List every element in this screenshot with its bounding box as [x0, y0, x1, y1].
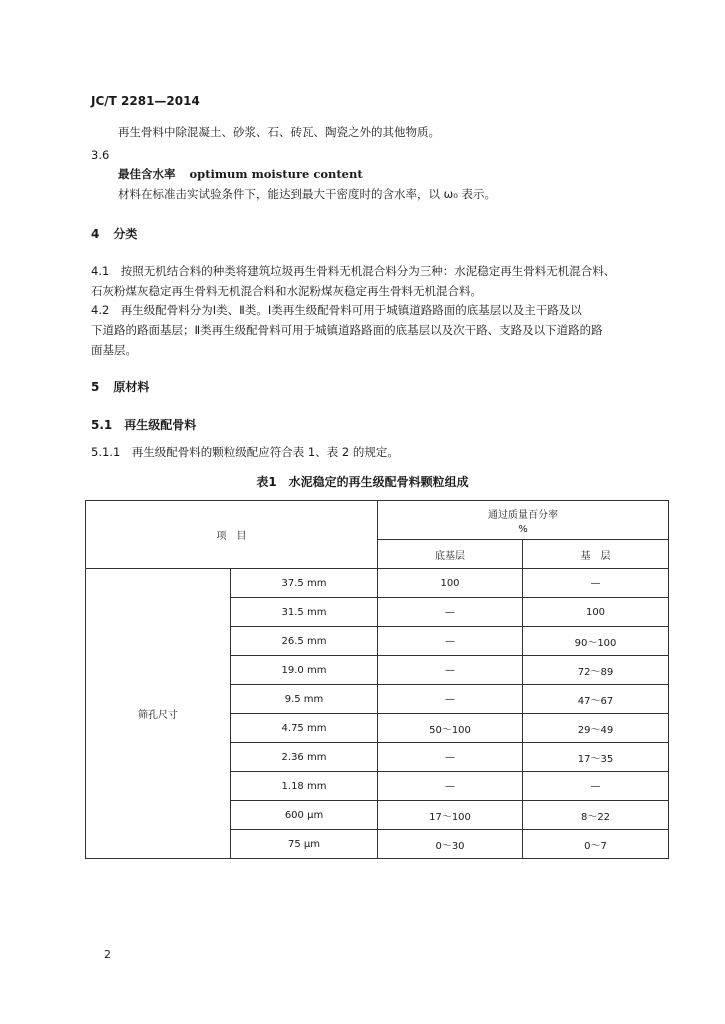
base-value: — — [523, 569, 669, 598]
base-value: 90～100 — [523, 627, 669, 656]
page-number: 2 — [104, 948, 111, 961]
subbase-value: 100 — [378, 569, 523, 598]
sieve-size: 600 μm — [231, 801, 378, 830]
table-header-row — [86, 501, 669, 540]
section-5-number: 5 — [91, 380, 100, 394]
term-title-en: optimum moisture content — [189, 167, 363, 181]
term-definition: 材料在标准击实试验条件下，能达到最大干密度时的含水率，以 ω₀ 表示。 — [118, 187, 497, 201]
term-number: 3.6 — [91, 148, 110, 162]
clause-4-2-line-1: 4.2 再生级配骨料分为Ⅰ类、Ⅱ类。Ⅰ类再生级配骨料可用于城镇道路路面的底基层以及主干路及以 — [91, 303, 582, 317]
subbase-value: 0～30 — [378, 830, 523, 859]
subbase-value: — — [378, 656, 523, 685]
sieve-size: 4.75 mm — [231, 714, 378, 743]
table-caption — [0, 473, 725, 490]
term-title-zh: 最佳含水率 — [118, 167, 176, 181]
clause-5-1-1: 5.1.1 再生级配骨料的颗粒级配应符合表 1、表 2 的规定。 — [91, 445, 399, 459]
table-row — [86, 569, 669, 598]
header-base: 基 层 — [523, 540, 669, 569]
subbase-value: — — [378, 772, 523, 801]
section-5-heading — [91, 378, 149, 395]
section-4-title: 分类 — [113, 227, 138, 241]
base-value: 0～7 — [523, 830, 669, 859]
sieve-size: 19.0 mm — [231, 656, 378, 685]
table-caption-title: 水泥稳定的再生级配骨料颗粒组成 — [288, 475, 469, 489]
sieve-size: 31.5 mm — [231, 598, 378, 627]
base-value: 17～35 — [523, 743, 669, 772]
clause-4-1-line-2: 石灰粉煤灰稳定再生骨料无机混合料和水泥粉煤灰稳定再生骨料无机混合料。 — [91, 284, 482, 298]
header-passing-label: 通过质量百分率 — [488, 509, 558, 521]
header-subbase: 底基层 — [378, 540, 523, 569]
subbase-value: — — [378, 685, 523, 714]
subsection-5-1: 5.1 再生级配骨料 — [91, 418, 197, 432]
clause-4-1-line-1: 4.1 按照无机结合料的种类将建筑垃圾再生骨料无机混合料分为三种：水泥稳定再生骨料无机混合料、 — [91, 264, 616, 278]
header-percent-unit: % — [518, 523, 528, 535]
sieve-size: 26.5 mm — [231, 627, 378, 656]
standard-code-header: JC/T 2281—2014 — [91, 94, 200, 108]
section-4-heading — [91, 225, 137, 242]
grading-table — [85, 500, 669, 859]
sieve-size: 1.18 mm — [231, 772, 378, 801]
subbase-value: 50～100 — [378, 714, 523, 743]
subbase-value: — — [378, 598, 523, 627]
base-value: 72～89 — [523, 656, 669, 685]
base-value: 8～22 — [523, 801, 669, 830]
base-value: 100 — [523, 598, 669, 627]
clause-4-2-line-3: 面基层。 — [91, 343, 137, 357]
paragraph-other-materials: 再生骨料中除混凝土、砂浆、石、砖瓦、陶瓷之外的其他物质。 — [118, 125, 440, 139]
subbase-value: — — [378, 743, 523, 772]
subbase-value: 17～100 — [378, 801, 523, 830]
table-caption-number: 表1 — [256, 475, 277, 489]
sieve-size: 75 μm — [231, 830, 378, 859]
section-4-number: 4 — [91, 227, 100, 241]
base-value: 47～67 — [523, 685, 669, 714]
subbase-value: — — [378, 627, 523, 656]
header-item: 项 目 — [86, 501, 378, 569]
sieve-size: 9.5 mm — [231, 685, 378, 714]
sieve-size: 37.5 mm — [231, 569, 378, 598]
sieve-size: 2.36 mm — [231, 743, 378, 772]
base-value: 29～49 — [523, 714, 669, 743]
term-title — [118, 164, 363, 185]
clause-4-2-line-2: 下道路的路面基层；Ⅱ类再生级配骨料可用于城镇道路路面的底基层以及次干路、支路及以下道路的路 — [91, 323, 603, 337]
section-5-title: 原材料 — [113, 380, 150, 394]
header-passing-percent — [378, 501, 669, 540]
base-value: — — [523, 772, 669, 801]
sieve-size-label: 筛孔尺寸 — [86, 569, 231, 859]
